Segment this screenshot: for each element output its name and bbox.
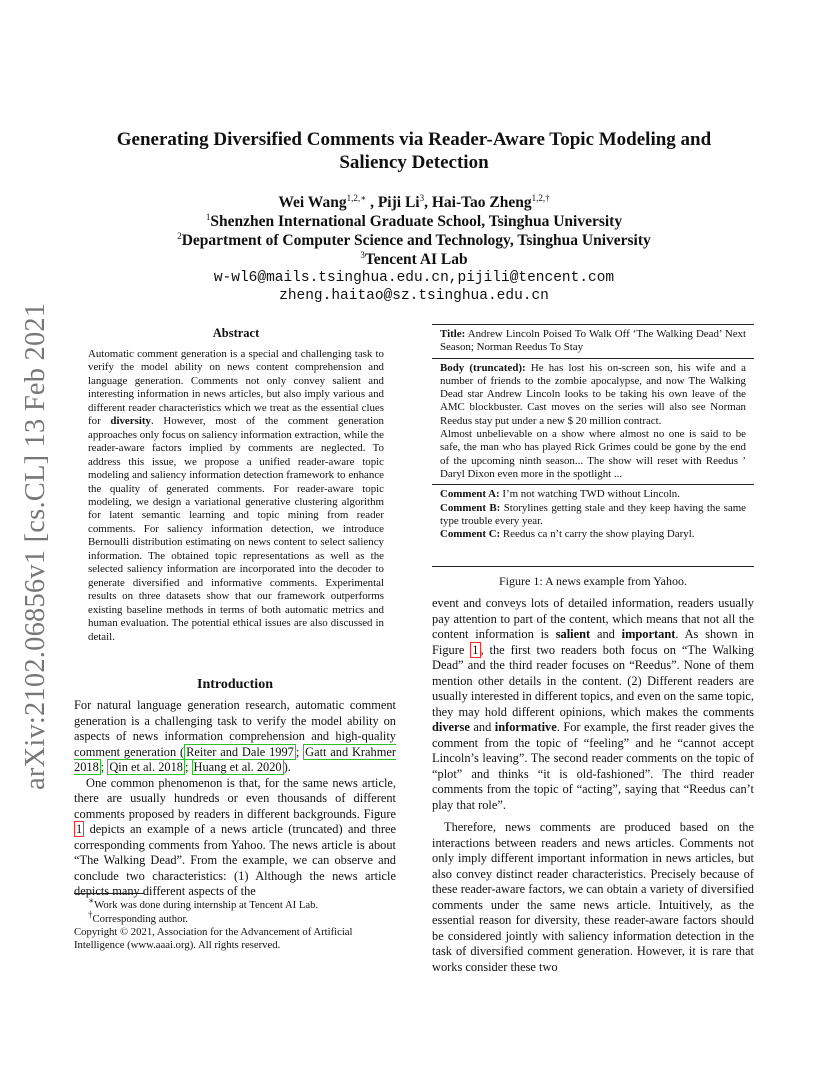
affiliation-sup: 2 xyxy=(177,230,182,241)
abstract-heading: Abstract xyxy=(212,326,260,340)
paragraph xyxy=(432,596,754,813)
text-run: ; xyxy=(100,760,108,774)
text-run: , the first two readers both focus on “The Walking Dead” and the third reader focuses on “Reedus”. None of them mention other details in the content. (2) Different readers are usually interested in different topics, and even on the same topic, they may hold different opinions, which makes the comments xyxy=(432,642,754,719)
affiliation-text: Shenzhen International Graduate School, Tsinghua University xyxy=(210,213,623,230)
footnote-text: Work was done during internship at Tencent AI Lab. xyxy=(94,899,319,911)
comment-text: Reedus ca n’t carry the show playing Daryl. xyxy=(500,528,695,541)
abstract-part: . However, most of the comment generation approaches only focus on saliency information extraction, while the reader-aware factors implied by comments are neglected. To address this issue, we propose a unified reader-aware topic modeling and saliency information detection framework to enhance the quality of generated comments. For reader-aware topic modeling, we design a variational generative clustering algorithm for latent semantic learning and topic mining from reader comments. For saliency information detection, we introduce Bernoulli distribution estimating on news content to select saliency information. The obtained topic representations as well as the selected saliency information are incorporated into the decoder to generate diversified and informative comments. Experimental results on three datasets show that our framework outperforms existing baseline methods in terms of both automatic metrics and human evaluation. The potential ethical issues are also discussed in detail. xyxy=(88,415,385,643)
affiliation-2 xyxy=(90,231,738,251)
citation-link[interactable]: Gatt and Krahmer 2018 xyxy=(74,744,396,774)
comment-label: Comment C: xyxy=(440,528,501,541)
author-list: Wei Wang$^{1,2,∗}$ , Piji Li$^3$, Hai-Tao Zheng$^{1,2,\dagger}$ xyxy=(278,192,550,211)
figure-link[interactable]: 1 xyxy=(76,822,83,836)
paragraph xyxy=(74,698,396,776)
footnote-1 xyxy=(74,895,396,912)
text-run: and xyxy=(469,720,495,734)
figure-comments-section xyxy=(432,485,754,544)
affiliation-text: Department of Computer Science and Technology, Tsinghua University xyxy=(181,232,651,249)
affiliation-sup: 3 xyxy=(360,249,365,260)
figure-text: He has lost his on-screen son, his wife and a number of friends to the zombie apocalypse, and now The Walking Dead star Andrew Lincoln looks to be taking his own leave of the AMC blockbuster. Cast moves on the series will also see Norman Reedus stay put under a new $ 20 million contract. xyxy=(440,361,747,427)
email-line-2: zheng.haitao@sz.tsinghua.edu.cn xyxy=(279,288,549,304)
email-line-1: w-wl6@mails.tsinghua.edu.cn,pijili@tencent.com xyxy=(213,270,615,286)
introduction-heading: Introduction xyxy=(197,677,273,692)
figure-link[interactable]: 1 xyxy=(472,642,479,657)
comment-item xyxy=(440,528,746,541)
author-sup: 3 xyxy=(419,192,425,203)
paragraph xyxy=(74,776,396,900)
figure-label: Body (truncated): xyxy=(440,361,526,374)
text-run: . For example, the first reader gives the comment from the topic of “feeling” and he “cannot accept Lincoln’s leaving”. The second reader comments on the topic of “plot” and thinks “it is old-fashioned”. The third reader comments from the topic of “acting”, saying that “Reedus can’t play that role”. xyxy=(432,720,754,812)
author-sup: 1,2,∗ xyxy=(346,192,367,203)
figure-title-section xyxy=(432,325,754,359)
introduction-body xyxy=(74,698,396,900)
emphasis: informative xyxy=(494,720,557,734)
footnote-text: Corresponding author. xyxy=(92,913,189,925)
figure-caption: Figure 1: A news example from Yahoo. xyxy=(499,574,687,588)
text-run: depicts an example of a news article (truncated) and three corresponding comments from Yahoo. The news article is about “The Walking Dead”. From the example, we can observe and conclude two characteristics: (1) Although the news article depicts many different aspects of the xyxy=(74,822,396,898)
citation-link[interactable]: Qin et al. 2018 xyxy=(109,760,183,774)
paragraph: Therefore, news comments are produced based on the interactions between readers and news articles. Comments not only imply different important information in news articles, but also convey distinct reader characteristics. Precisely because of these reader-aware factors, we can obtain a variety of diversified comments under the same news article. Intuitively, as the essential reason for diversity, these reader-aware factors should be considered jointly with saliency information detection in the task of diversified comment generation. However, it is rare that works consider these two xyxy=(432,820,754,974)
author-name: Hai-Tao Zheng xyxy=(431,194,532,211)
abstract-bold: diversity xyxy=(110,415,151,428)
footnote-mark: ∗ xyxy=(88,895,95,906)
paper-title: Generating Diversified Comments via Reader-Aware Topic Modeling and Saliency Detection xyxy=(116,129,712,173)
abstract-text xyxy=(88,348,384,644)
right-column-body xyxy=(432,596,754,975)
copyright-notice: Copyright © 2021, Association for the Advancement of Artificial Intelligence (www.aaai.org). All rights reserved. xyxy=(74,926,353,951)
text-run: ; xyxy=(184,760,192,774)
affiliation-sup: 1 xyxy=(205,211,211,222)
footnote-2 xyxy=(74,909,396,926)
text-run: ; xyxy=(295,744,304,759)
comment-label: Comment B: xyxy=(440,501,501,514)
figure-text: Almost unbelievable on a show where almost no one is said to be safe, the man who has played Rick Grimes could be gone by the end of the upcoming ninth season... The show will reset with Reedus ’ Daryl Dixon even more in the spotlight ... xyxy=(440,428,746,480)
text-run: For natural language generation research, automatic comment generation is a challenging task to verify the model ability on aspects of news information comprehension and high-quality comment generation ( xyxy=(74,698,396,759)
author-name: Piji Li xyxy=(377,194,420,211)
abstract-part: Automatic comment generation is a special and challenging task to verify the model ability on news content comprehension and language generation. Comments not only convey salient and interesting information in news articles, but also imply various and different reader characteristics which we treat as the essential clues for xyxy=(88,348,384,428)
citation-link[interactable]: Reiter and Dale 1997 xyxy=(186,744,294,759)
comment-item xyxy=(440,502,746,529)
affiliation-1 xyxy=(90,212,738,232)
emphasis: diverse xyxy=(432,720,470,734)
comment-text: I’m not watching TWD without Lincoln. xyxy=(499,488,680,501)
footnote-mark: † xyxy=(88,909,93,920)
author-sup: 1,2,† xyxy=(531,192,550,203)
comment-label: Comment A: xyxy=(440,488,500,501)
figure-1-box xyxy=(432,324,754,567)
text-run: . As shown in Figure xyxy=(432,627,754,657)
text-run: and xyxy=(590,627,622,641)
emphasis: important xyxy=(621,627,676,641)
figure-body-section xyxy=(432,359,754,486)
comment-text: Storylines getting stale and they keep having the same type trouble every year. xyxy=(440,501,746,527)
affiliation-text: Tencent AI Lab xyxy=(364,251,468,268)
author-name: Wei Wang xyxy=(278,194,347,211)
text-run: event and conveys lots of detailed information, readers usually pay attention to part of the content, which means that not all the content information is xyxy=(432,596,754,641)
arxiv-stamp: arXiv:2102.06856v1 [cs.CL] 13 Feb 2021 xyxy=(20,302,51,790)
text-run: ). xyxy=(283,760,291,774)
affiliation-3 xyxy=(90,250,738,270)
citation-link[interactable]: Huang et al. 2020 xyxy=(193,760,282,774)
emphasis: salient xyxy=(555,627,591,641)
figure-text: Andrew Lincoln Poised To Walk Off ‘The Walking Dead’ Next Season; Norman Reedus To Stay xyxy=(440,328,746,354)
footnote-rule xyxy=(74,893,144,894)
text-run: One common phenomenon is that, for the same news article, there are usually hundreds or even thousands of different comments proposed by readers in different backgrounds. Figure xyxy=(74,775,396,821)
figure-label: Title: xyxy=(440,328,466,340)
comment-item xyxy=(440,488,746,501)
